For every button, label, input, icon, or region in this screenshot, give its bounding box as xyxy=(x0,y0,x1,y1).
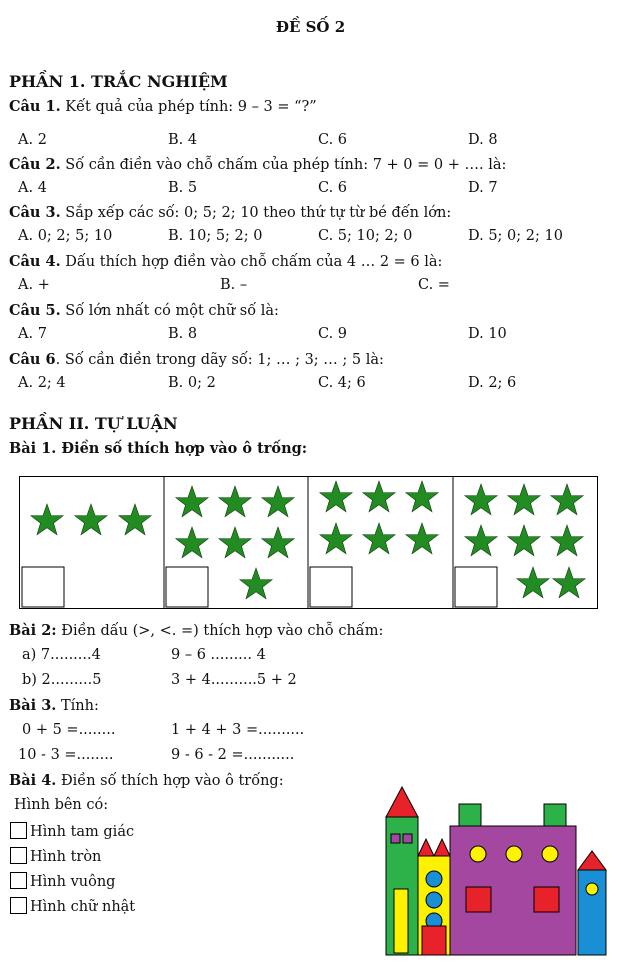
star-icon xyxy=(262,527,294,558)
answer-box-4[interactable] xyxy=(455,567,497,607)
question-6: Câu 6. Số cần điền trong dãy số: 1; … ; 3; … ; 5 là: xyxy=(9,351,384,368)
star-icon xyxy=(75,504,107,535)
star-icon xyxy=(176,486,208,517)
checkbox-triangle[interactable]: Hình tam giác xyxy=(10,822,134,840)
question-5-option-4[interactable]: D. 10 xyxy=(468,326,507,342)
question-3-option-3[interactable]: C. 5; 10; 2; 0 xyxy=(318,228,413,244)
question-1-option-4[interactable]: D. 8 xyxy=(468,132,498,148)
bai3-r1-left: 0 + 5 =........ xyxy=(22,722,116,738)
star-icon xyxy=(119,504,151,535)
question-4-option-2[interactable]: B. – xyxy=(220,277,248,293)
castle-picture xyxy=(384,786,610,956)
question-3-option-1[interactable]: A. 0; 2; 5; 10 xyxy=(18,228,113,244)
question-3-option-2[interactable]: B. 10; 5; 2; 0 xyxy=(168,228,263,244)
question-1: Câu 1. Kết quả của phép tính: 9 – 3 = “?” xyxy=(9,98,317,115)
question-2-option-3[interactable]: C. 6 xyxy=(318,180,348,196)
checkbox-square-icon[interactable] xyxy=(10,847,27,864)
star-icon xyxy=(551,484,583,515)
star-icon xyxy=(363,481,395,512)
question-1-option-3[interactable]: C. 6 xyxy=(318,132,348,148)
question-1-option-2[interactable]: B. 4 xyxy=(168,132,198,148)
answer-box-1[interactable] xyxy=(22,567,64,607)
star-icon xyxy=(508,484,540,515)
star-icon xyxy=(363,523,395,554)
bai4-intro: Hình bên có: xyxy=(14,797,109,813)
star-icon xyxy=(508,525,540,556)
question-3: Câu 3. Sắp xếp các số: 0; 5; 2; 10 theo thứ tự từ bé đến lớn: xyxy=(9,204,452,221)
bai3-r2-right: 9 - 6 - 2 =........... xyxy=(171,747,295,763)
star-icon xyxy=(551,525,583,556)
question-2-option-1[interactable]: A. 4 xyxy=(18,180,47,196)
question-4-option-1[interactable]: A. + xyxy=(18,277,50,293)
star-icon xyxy=(465,484,497,515)
star-table xyxy=(19,476,599,610)
bai2-b-left: b) 2.........5 xyxy=(22,672,102,688)
part1-heading: PHẦN 1. TRẮC NGHIỆM xyxy=(9,72,228,91)
bai4-heading: Bài 4. Điền số thích hợp vào ô trống: xyxy=(9,772,284,789)
question-4-option-3[interactable]: C. = xyxy=(418,277,450,293)
star-icon xyxy=(406,481,438,512)
question-1-option-1[interactable]: A. 2 xyxy=(18,132,47,148)
question-2-option-2[interactable]: B. 5 xyxy=(168,180,198,196)
star-icon xyxy=(262,486,294,517)
checkbox-square-icon[interactable] xyxy=(10,897,27,914)
star-icon xyxy=(553,567,585,598)
page-title: ĐỀ SỐ 2 xyxy=(275,18,346,36)
question-6-option-2[interactable]: B. 0; 2 xyxy=(168,375,216,391)
star-icon xyxy=(176,527,208,558)
star-icon xyxy=(320,523,352,554)
bai3-r2-left: 10 - 3 =........ xyxy=(18,747,114,763)
answer-box-3[interactable] xyxy=(310,567,352,607)
question-5: Câu 5. Số lớn nhất có một chữ số là: xyxy=(9,302,279,319)
star-icon xyxy=(240,568,272,599)
bai1-title: Bài 1. Điền số thích hợp vào ô trống: xyxy=(9,440,308,457)
question-4: Câu 4. Dấu thích hợp điền vào chỗ chấm của 4 … 2 = 6 là: xyxy=(9,253,443,270)
question-5-option-1[interactable]: A. 7 xyxy=(18,326,47,342)
star-icon xyxy=(219,486,251,517)
question-5-option-3[interactable]: C. 9 xyxy=(318,326,348,342)
question-3-option-4[interactable]: D. 5; 0; 2; 10 xyxy=(468,228,563,244)
question-6-option-3[interactable]: C. 4; 6 xyxy=(318,375,366,391)
star-icon xyxy=(31,504,63,535)
bai2-b-right: 3 + 4..........5 + 2 xyxy=(171,672,297,688)
checkbox-circle[interactable]: Hình tròn xyxy=(10,847,101,865)
question-2: Câu 2. Số cần điền vào chỗ chấm của phép tính: 7 + 0 = 0 + …. là: xyxy=(9,156,507,173)
star-icon xyxy=(406,523,438,554)
checkbox-square-icon[interactable] xyxy=(10,822,27,839)
answer-box-2[interactable] xyxy=(166,567,208,607)
bai2-a-left: a) 7.........4 xyxy=(22,647,101,663)
question-2-option-4[interactable]: D. 7 xyxy=(468,180,498,196)
checkbox-square[interactable]: Hình vuông xyxy=(10,872,115,890)
star-icon xyxy=(219,527,251,558)
checkbox-square-icon[interactable] xyxy=(10,872,27,889)
checkbox-rectangle[interactable]: Hình chữ nhật xyxy=(10,897,135,915)
castle-triangle-roof xyxy=(386,787,418,817)
question-6-option-4[interactable]: D. 2; 6 xyxy=(468,375,517,391)
bai3-r1-right: 1 + 4 + 3 =.......... xyxy=(171,722,305,738)
star-icon xyxy=(320,481,352,512)
star-icon xyxy=(517,567,549,598)
question-5-option-2[interactable]: B. 8 xyxy=(168,326,198,342)
question-6-option-1[interactable]: A. 2; 4 xyxy=(18,375,66,391)
part2-heading: PHẦN II. TỰ LUẬN xyxy=(9,414,178,433)
bai3-heading: Bài 3. Tính: xyxy=(9,697,99,714)
star-icon xyxy=(465,525,497,556)
bai2-a-right: 9 – 6 ......... 4 xyxy=(171,647,266,663)
bai2-heading: Bài 2: Điền dấu (>, <. =) thích hợp vào chỗ chấm: xyxy=(9,622,384,639)
